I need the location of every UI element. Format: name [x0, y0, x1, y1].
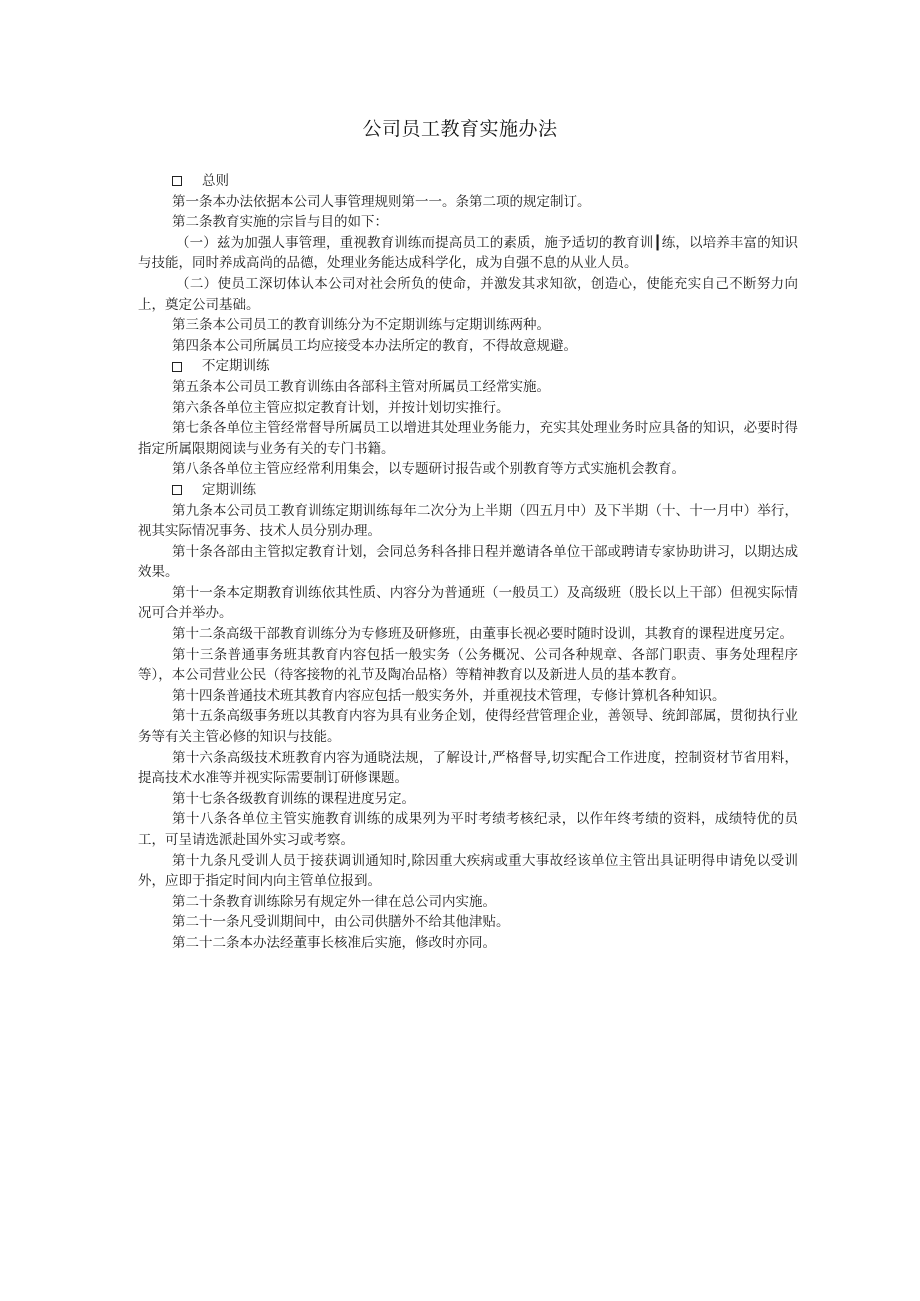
article-paragraph: 第五条本公司员工教育训练由各部科主管对所属员工经常实施。: [172, 378, 550, 395]
article-paragraph: 第十四条普通技术班其教育内容应包括一般实务外，并重视技术管理，专修计算机各种知识。: [172, 687, 726, 704]
section-heading-text: 总则: [202, 173, 229, 189]
article-paragraph: 第一条本办法依据本公司人事管理规则第一一。条第二项的规定制订。: [172, 193, 591, 210]
sub-clause-paragraph: （一）兹为加强人事管理，重视教育训练而提高员工的素质，施予适切的教育训┃练，以培养丰富的知识与技能，同时养成高尚的品德，处理业务能达成科学化，成为自强不息的从业人员。: [138, 234, 798, 272]
article-paragraph: 第三条本公司员工的教育训练分为不定期训练与定期训练两种。: [172, 317, 550, 334]
section-heading-text: 不定期训练: [202, 358, 270, 375]
section-heading: [138, 480, 798, 501]
article-paragraph: 第二十二条本办法经董事长核准后实施，修改时亦同。: [172, 934, 496, 951]
article-paragraph: 第十六条高级技术班教育内容为通晓法规，了解设计,严格督导,切实配合工作进度，控制资材节省用料，提高技术水准等并视实际需要制订研修课题。: [138, 749, 798, 787]
article-paragraph: 第十三条普通事务班其教育内容包括一般实务（公务概况、公司各种规章、各部门职责、事务处理程序等），本公司营业公民（待客接物的礼节及陶冶品格）等精神教育以及新进人员的基本教育。: [138, 646, 798, 684]
article-paragraph: 第四条本公司所属员工均应接受本办法所定的教育，不得故意规避。: [172, 337, 577, 354]
sub-clause-paragraph: （二）使员工深切体认本公司对社会所负的使命，并激发其求知欲，创造心，使能充实自己不断努力向上，奠定公司基础。: [138, 275, 798, 313]
article-paragraph: 第二条教育实施的宗旨与目的如下：: [172, 214, 388, 231]
article-paragraph: 第七条各单位主管经常督导所属员工以增进其处理业务能力，充实其处理业务时应具备的知识，必要时得指定所属限期阅读与业务有关的专门书籍。: [138, 420, 798, 457]
section-heading-text: 定期训练: [202, 481, 256, 498]
checkbox-square-icon: [172, 485, 182, 495]
section-heading: [138, 356, 798, 377]
section-heading: [138, 171, 798, 192]
article-paragraph: 第十七条各级教育训练的课程进度另定。: [172, 790, 415, 807]
article-paragraph: 第九条本公司员工教育训练定期训练每年二次分为上半期（四五月中）及下半期（十、十一月中）举行，视其实际情况事务、技术人员分别办理。: [138, 502, 798, 540]
article-paragraph: 第十一条本定期教育训练依其性质、内容分为普通班（一般员工）及高级班（股长以上干部）但视实际情况可合并举办。: [138, 584, 798, 622]
article-paragraph: 第十九条凡受训人员于接获调训通知时,除因重大疾病或重大事故经该单位主管出具证明得申请免以受训外，应即于指定时间内向主管单位报到。: [138, 852, 798, 890]
checkbox-square-icon: [172, 176, 182, 186]
document-body: [138, 171, 798, 954]
checkbox-square-icon: [172, 362, 182, 372]
article-paragraph: 第十八条各单位主管实施教育训练的成果列为平时考绩考核纪录，以作年终考绩的资料，成绩特优的员工，可呈请选派赴国外实习或考察。: [138, 811, 798, 848]
article-paragraph: 第十二条高级干部教育训练分为专修班及研修班，由董事长视必要时随时设训，其教育的课程进度另定。: [172, 626, 793, 643]
document-title: 公司员工教育实施办法: [362, 118, 558, 140]
article-paragraph: 第十五条高级事务班以其教育内容为具有业务企划，使得经营管理企业，善领导、统卸部属，贯彻执行业务等有关主管必修的知识与技能。: [138, 708, 798, 746]
article-paragraph: 第二十条教育训练除另有规定外一律在总公司内实施。: [172, 893, 496, 910]
article-paragraph: 第二十一条凡受训期间中，由公司供膳外不给其他津贴。: [172, 914, 510, 931]
article-paragraph: 第十条各部由主管拟定教育计划，会同总务科各排日程并邀请各单位干部或聘请专家协助讲习，以期达成效果。: [138, 543, 798, 581]
article-paragraph: 第八条各单位主管应经常利用集会，以专题研讨报告或个别教育等方式实施机会教育。: [172, 461, 685, 478]
article-paragraph: 第六条各单位主管应拟定教育计划，并按计划切实推行。: [172, 399, 510, 416]
